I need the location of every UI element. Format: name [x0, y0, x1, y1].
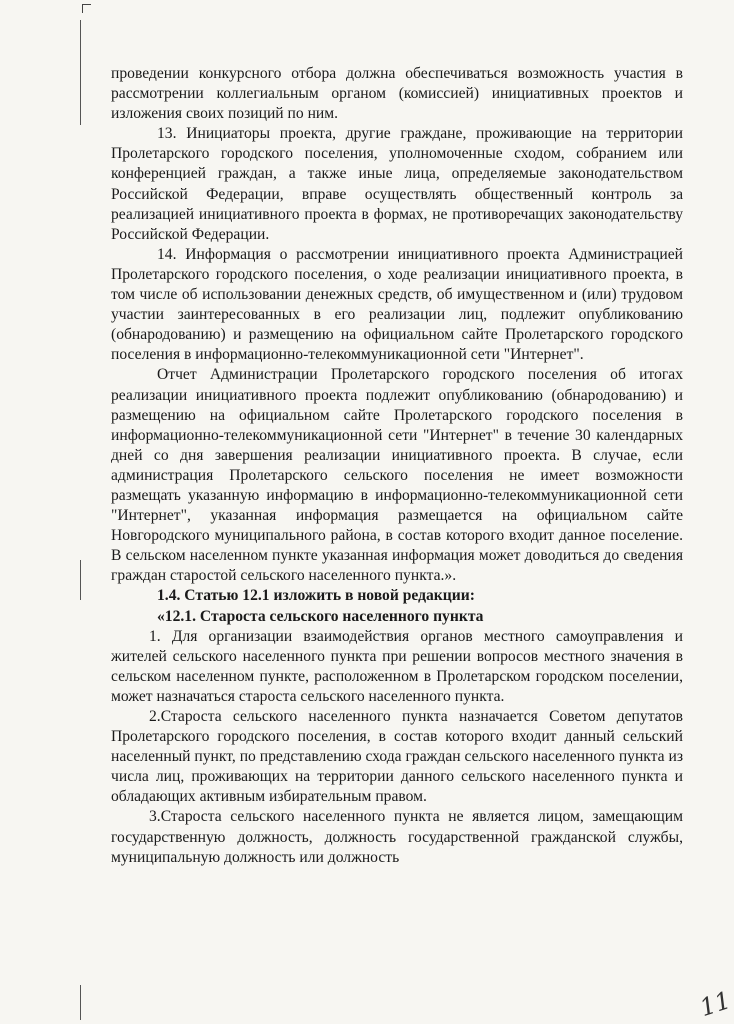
paragraph: проведении конкурсного отбора должна обеспечиваться возможность участия в рассмотрении коллегиальным органом (комиссией) инициативных проектов и изложения своих позиций по ним. [111, 65, 683, 123]
paragraph: 1. Для организации взаимодействия органов местного самоуправления и жителей сельского населенного пункта при решении вопросов местного значения в сельском населенном пункте, расположенном в Пролетарском городском поселении, может назначаться староста сельского населенного пункта. [111, 627, 683, 705]
margin-line [80, 985, 81, 1020]
margin-line [80, 560, 81, 600]
article-title: «12.1. Староста сельского населенного пункта [157, 607, 484, 625]
paragraph: 3.Староста сельского населенного пункта не является лицом, замещающим государственную должность, должность государственной гражданской службы, муниципальную должность или должность [111, 808, 683, 866]
handwritten-page-number: 11 [696, 985, 734, 1023]
section-heading: 1.4. Статью 12.1 изложить в новой редакции: [157, 587, 475, 605]
paragraph: 14. Информация о рассмотрении инициативного проекта Администрацией Пролетарского городского поселения, о ходе реализации инициативного проекта, в том числе об использовании денежных средств, об имущественном и (или) трудовом участии заинтересованных в его реализации лиц, подлежит опубликованию (обнародованию) и размещению на официальном сайте Пролетарского городского поселения в информационно-телекоммуникационной сети "Интернет". [111, 245, 683, 364]
paragraph: Отчет Администрации Пролетарского городского поселения об итогах реализации инициативного проекта подлежит опубликованию (обнародованию) и размещению на официальном сайте Пролетарского городского поселения в информационно-телекоммуникационной сети "Интернет" в течение 30 календарных дней со дня завершения реализации инициативного проекта. В случае, если администрация Пролетарского сельского поселения не имеет возможности размещать указанную информацию в информационно-телекоммуникационной сети "Интернет", указанная информация размещается на официальном сайте Новгородского муниципального района, в состав которого входит данное поселение. В сельском населенном пункте указанная информация может доводиться до сведения граждан старостой сельского населенного пункта.». [111, 366, 683, 585]
document-body [111, 64, 683, 868]
corner-mark [82, 4, 91, 13]
paragraph: 13. Инициаторы проекта, другие граждане, проживающие на территории Пролетарского городского поселения, уполномоченные сходом, собранием или конференцией граждан, а также иные лица, определяемые законодательством Российской Федерации, вправе осуществлять общественный контроль за реализацией инициативного проекта в формах, не противоречащих законодательству Российской Федерации. [111, 125, 683, 243]
margin-line [80, 20, 81, 125]
paragraph: 2.Староста сельского населенного пункта назначается Советом депутатов Пролетарского городского поселения, в состав которого входит данный сельский населенный пункт, по представлению схода граждан сельского населенного пункта из числа лиц, проживающих на территории данного сельского населенного пункта и обладающих активным избирательным правом. [111, 708, 684, 806]
